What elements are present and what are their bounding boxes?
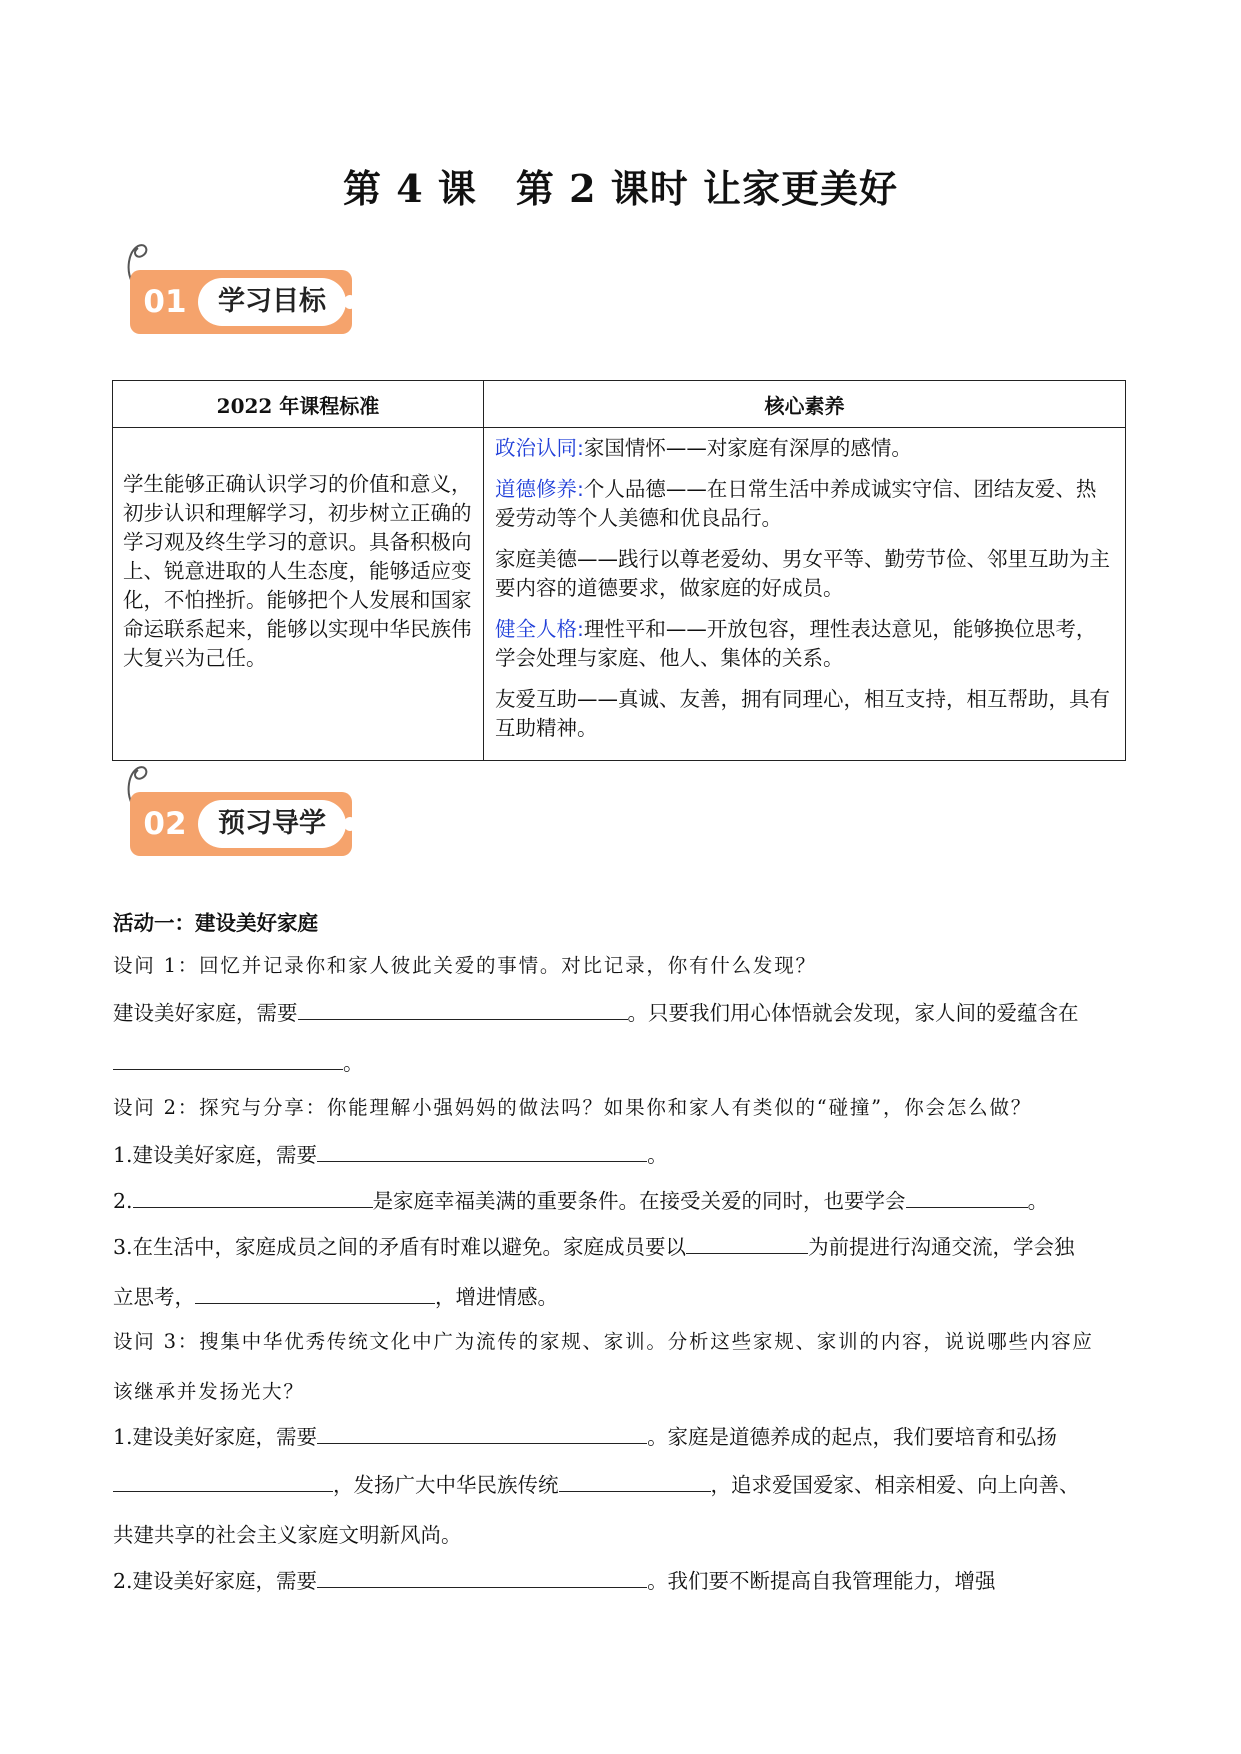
fill-blank[interactable] <box>317 1421 647 1444</box>
section-number: 02 <box>143 806 187 842</box>
question-1: 设问 1：回忆并记录你和家人彼此关爱的事情。对比记录，你有什么发现？ <box>113 954 817 977</box>
answer-line: 建设美好家庭，需要 。只要我们用心体悟就会发现，家人间的爱蕴含在 <box>113 996 1131 1026</box>
section-number: 01 <box>143 284 187 320</box>
answer-line: 2.建设美好家庭，需要 。我们要不断提高自我管理能力，增强 <box>113 1564 1131 1594</box>
literacy-tag: 健全人格: <box>495 617 584 641</box>
activity-title: 活动一：建设美好家庭 <box>113 911 318 935</box>
section-label: 学习目标 <box>198 278 346 326</box>
question-3-cont: 该继承并发扬光大？ <box>113 1380 305 1403</box>
section-badge-preview <box>122 762 362 852</box>
page-title: 第 4 课 第 2 课时 让家更美好 <box>342 166 899 211</box>
fill-blank[interactable] <box>906 1185 1028 1208</box>
fill-blank[interactable] <box>686 1231 808 1254</box>
goals-table <box>112 380 1126 761</box>
literacy-cell <box>484 428 1126 761</box>
answer-line: 3.在生活中，家庭成员之间的矛盾有时难以避免。家庭成员要以 为前提进行沟通交流，学会独 <box>113 1230 1131 1260</box>
fill-blank[interactable] <box>317 1565 647 1588</box>
literacy-tag: 道德修养: <box>495 477 584 501</box>
fill-blank[interactable] <box>133 1185 373 1208</box>
standard-text: 学生能够正确认识学习的价值和意义，初步认识和理解学习，初步树立正确的学习观及终生学习的意识。具备积极向上、锐意进取的人生态度，能够适应变化，不怕挫折。能够把个人发展和国家命运联系起来，能够以实现中华民族伟大复兴为己任。 <box>113 428 484 761</box>
literacy-item: 健全人格:理性平和——开放包容，理性表达意见，能够换位思考，学会处理与家庭、他人、集体的关系。 <box>495 617 1097 670</box>
literacy-tag: 政治认同: <box>495 436 584 460</box>
answer-line: 1.建设美好家庭，需要 。家庭是道德养成的起点，我们要培育和弘扬 <box>113 1420 1131 1450</box>
literacy-item: 家庭美德——践行以尊老爱幼、男女平等、勤劳节俭、邻里互助为主要内容的道德要求，做家庭的好成员。 <box>495 547 1110 600</box>
question-2: 设问 2：探究与分享：你能理解小强妈妈的做法吗？如果你和家人有类似的“碰撞”，你会怎么做？ <box>113 1096 1033 1119</box>
answer-line: 1.建设美好家庭，需要 。 <box>113 1138 1131 1168</box>
table-header-literacy: 核心素养 <box>484 381 1126 428</box>
section-label: 预习导学 <box>198 800 346 848</box>
answer-line: 。 <box>113 1046 1131 1076</box>
literacy-item: 道德修养:个人品德——在日常生活中养成诚实守信、团结友爱、热爱劳动等个人美德和优良品行。 <box>495 477 1097 530</box>
literacy-item: 政治认同:家国情怀——对家庭有深厚的感情。 <box>495 436 912 460</box>
section-badge-goals <box>122 240 362 330</box>
answer-line: ，发扬广大中华民族传统 ，追求爱国爱家、相亲相爱、向上向善、 <box>113 1468 1131 1498</box>
answer-line: 共建共享的社会主义家庭文明新风尚。 <box>113 1523 462 1547</box>
literacy-item: 友爱互助——真诚、友善，拥有同理心，相互支持，相互帮助，具有互助精神。 <box>495 687 1110 740</box>
fill-blank[interactable] <box>113 1047 343 1070</box>
fill-blank[interactable] <box>559 1469 711 1492</box>
fill-blank[interactable] <box>113 1469 333 1492</box>
question-3: 设问 3：搜集中华优秀传统文化中广为流传的家规、家训。分析这些家规、家训的内容，说说哪些内容应 <box>113 1330 1094 1353</box>
fill-blank[interactable] <box>317 1139 647 1162</box>
answer-line: 2. 是家庭幸福美满的重要条件。在接受关爱的同时，也要学会 。 <box>113 1184 1131 1214</box>
answer-line: 立思考， ，增进情感。 <box>113 1280 1131 1310</box>
fill-blank[interactable] <box>195 1281 435 1304</box>
table-header-standard: 2022 年课程标准 <box>113 381 484 428</box>
fill-blank[interactable] <box>298 997 628 1020</box>
